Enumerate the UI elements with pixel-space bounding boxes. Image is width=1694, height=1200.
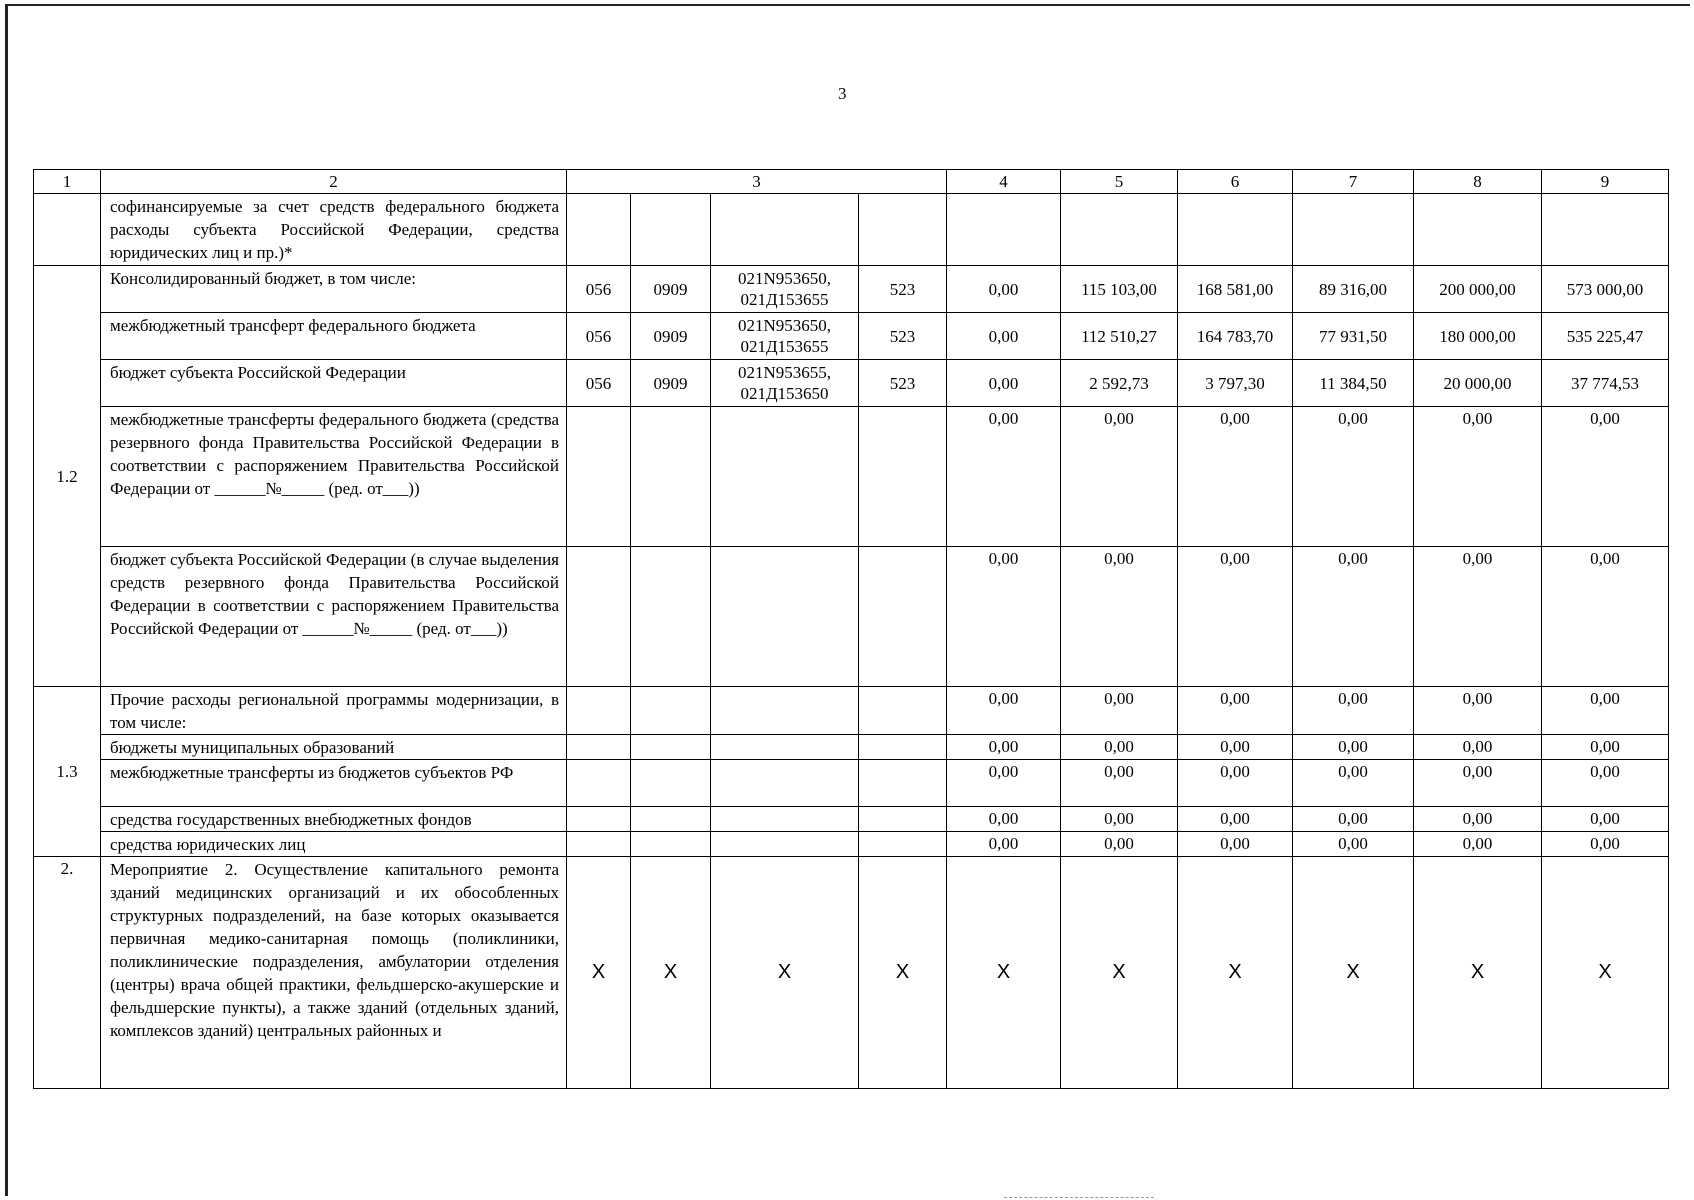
value-cell: 0,00 bbox=[1061, 760, 1178, 807]
value-cell: 0,00 bbox=[947, 735, 1061, 760]
table-row bbox=[34, 194, 1669, 266]
value-cell: 0,00 bbox=[947, 832, 1061, 857]
value-cell: 0,00 bbox=[1414, 832, 1542, 857]
value-cell: 0,00 bbox=[1542, 735, 1669, 760]
row-label: 1.3 bbox=[34, 687, 101, 857]
code-cell: 523 bbox=[859, 360, 947, 407]
table-row bbox=[34, 735, 1669, 760]
value-cell: 200 000,00 bbox=[1414, 266, 1542, 313]
page-number: 3 bbox=[838, 84, 847, 103]
code-cell: 056 bbox=[567, 313, 631, 360]
column-number: 1 bbox=[34, 170, 101, 194]
value-cell: 0,00 bbox=[1061, 832, 1178, 857]
value-cell: 0,00 bbox=[1178, 547, 1293, 687]
scan-artifact bbox=[1004, 1197, 1154, 1199]
row-description: Прочие расходы региональной программы модернизации, в том числе: bbox=[101, 687, 567, 735]
value-cell: 164 783,70 bbox=[1178, 313, 1293, 360]
x-mark: X bbox=[1061, 857, 1178, 1089]
value-cell: 0,00 bbox=[947, 760, 1061, 807]
value-cell: 3 797,30 bbox=[1178, 360, 1293, 407]
row-description: средства юридических лиц bbox=[101, 832, 567, 857]
value-cell: 0,00 bbox=[1293, 687, 1414, 735]
table-row bbox=[34, 266, 1669, 313]
value-cell: 0,00 bbox=[947, 266, 1061, 313]
value-cell: 0,00 bbox=[1542, 832, 1669, 857]
table-row bbox=[34, 360, 1669, 407]
value-cell: 0,00 bbox=[1414, 735, 1542, 760]
code-cell: 523 bbox=[859, 266, 947, 313]
value-cell: 0,00 bbox=[1178, 687, 1293, 735]
table-row bbox=[34, 807, 1669, 832]
value-cell: 0,00 bbox=[1414, 687, 1542, 735]
row-description: средства государственных внебюджетных фондов bbox=[101, 807, 567, 832]
code-cell: 0909 bbox=[631, 313, 711, 360]
value-cell: 0,00 bbox=[1293, 832, 1414, 857]
table-row bbox=[34, 407, 1669, 547]
code-cell: 021N953650, 021Д153655 bbox=[711, 266, 859, 313]
value-cell: 0,00 bbox=[947, 687, 1061, 735]
row-description: бюджет субъекта Российской Федерации (в случае выделения средств резервного фонда Правительства Российской Федерации в соответствии с распоряжением Правительства Российской Федерации от ______№_____ (ред. от___)) bbox=[101, 547, 567, 687]
column-number: 4 bbox=[947, 170, 1061, 194]
row-label: 2. bbox=[34, 857, 101, 1089]
value-cell: 168 581,00 bbox=[1178, 266, 1293, 313]
value-cell: 0,00 bbox=[947, 547, 1061, 687]
code-cell: 021N953650, 021Д153655 bbox=[711, 313, 859, 360]
x-mark: X bbox=[711, 857, 859, 1089]
x-mark: X bbox=[631, 857, 711, 1089]
value-cell: 0,00 bbox=[1414, 760, 1542, 807]
code-cell: 523 bbox=[859, 313, 947, 360]
column-number: 7 bbox=[1293, 170, 1414, 194]
value-cell: 0,00 bbox=[1542, 547, 1669, 687]
value-cell: 0,00 bbox=[1061, 735, 1178, 760]
x-mark: X bbox=[1542, 857, 1669, 1089]
value-cell: 0,00 bbox=[1542, 760, 1669, 807]
value-cell: 20 000,00 bbox=[1414, 360, 1542, 407]
value-cell: 0,00 bbox=[1178, 735, 1293, 760]
row-description: межбюджетные трансферты федерального бюджета (средства резервного фонда Правительства Российской Федерации в соответствии с распоряжением Правительства Российской Федерации от ______№_____ (ред. от___)) bbox=[101, 407, 567, 547]
code-cell: 0909 bbox=[631, 360, 711, 407]
row-description: межбюджетные трансферты из бюджетов субъектов РФ bbox=[101, 760, 567, 807]
value-cell: 573 000,00 bbox=[1542, 266, 1669, 313]
value-cell: 11 384,50 bbox=[1293, 360, 1414, 407]
page-frame-top bbox=[6, 4, 1690, 6]
value-cell: 180 000,00 bbox=[1414, 313, 1542, 360]
table-row bbox=[34, 760, 1669, 807]
code-cell: 021N953655, 021Д153650 bbox=[711, 360, 859, 407]
value-cell: 0,00 bbox=[1542, 807, 1669, 832]
value-cell: 115 103,00 bbox=[1061, 266, 1178, 313]
column-number: 6 bbox=[1178, 170, 1293, 194]
page-frame-left bbox=[5, 4, 8, 1196]
row-description: Мероприятие 2. Осуществление капитального ремонта зданий медицинских организаций и их обособленных структурных подразделений, на базе которых оказывается первичная медико-санитарная помощь (поликлиники, поликлинические подразделения, амбулатории отделения (центры) врача общей практики, фельдшерско-акушерские и фельдшерские пункты), а также зданий (отдельных зданий, комплексов зданий) центральных районных и bbox=[101, 857, 567, 1089]
value-cell: 0,00 bbox=[1542, 407, 1669, 547]
code-cell: 0909 bbox=[631, 266, 711, 313]
value-cell: 0,00 bbox=[947, 407, 1061, 547]
row-description: межбюджетный трансферт федерального бюджета bbox=[101, 313, 567, 360]
value-cell: 0,00 bbox=[947, 313, 1061, 360]
table-row bbox=[34, 313, 1669, 360]
column-number: 2 bbox=[101, 170, 567, 194]
table-row bbox=[34, 687, 1669, 735]
value-cell: 0,00 bbox=[1061, 547, 1178, 687]
value-cell: 0,00 bbox=[947, 360, 1061, 407]
column-number: 8 bbox=[1414, 170, 1542, 194]
row-description: Консолидированный бюджет, в том числе: bbox=[101, 266, 567, 313]
value-cell: 0,00 bbox=[1414, 407, 1542, 547]
value-cell: 535 225,47 bbox=[1542, 313, 1669, 360]
value-cell: 112 510,27 bbox=[1061, 313, 1178, 360]
value-cell: 0,00 bbox=[1293, 760, 1414, 807]
value-cell: 0,00 bbox=[947, 807, 1061, 832]
column-number: 5 bbox=[1061, 170, 1178, 194]
code-cell: 056 bbox=[567, 360, 631, 407]
value-cell: 0,00 bbox=[1293, 547, 1414, 687]
value-cell: 0,00 bbox=[1178, 807, 1293, 832]
value-cell: 0,00 bbox=[1178, 832, 1293, 857]
row-description: софинансируемые за счет средств федерального бюджета расходы субъекта Российской Федерации, средства юридических лиц и пр.)* bbox=[101, 194, 567, 266]
value-cell: 0,00 bbox=[1414, 807, 1542, 832]
row-description: бюджеты муниципальных образований bbox=[101, 735, 567, 760]
x-mark: X bbox=[567, 857, 631, 1089]
table-header-row bbox=[34, 170, 1669, 194]
value-cell: 0,00 bbox=[1293, 735, 1414, 760]
value-cell: 37 774,53 bbox=[1542, 360, 1669, 407]
value-cell: 0,00 bbox=[1542, 687, 1669, 735]
table-row bbox=[34, 857, 1669, 1089]
column-number: 9 bbox=[1542, 170, 1669, 194]
row-label: 1.2 bbox=[34, 266, 101, 687]
value-cell: 0,00 bbox=[1178, 407, 1293, 547]
budget-table bbox=[33, 169, 1669, 1089]
value-cell: 0,00 bbox=[1293, 407, 1414, 547]
value-cell: 0,00 bbox=[1061, 407, 1178, 547]
value-cell: 77 931,50 bbox=[1293, 313, 1414, 360]
value-cell: 0,00 bbox=[1293, 807, 1414, 832]
table-row bbox=[34, 547, 1669, 687]
value-cell: 2 592,73 bbox=[1061, 360, 1178, 407]
column-number: 3 bbox=[567, 170, 947, 194]
x-mark: X bbox=[1293, 857, 1414, 1089]
value-cell: 0,00 bbox=[1061, 807, 1178, 832]
row-description: бюджет субъекта Российской Федерации bbox=[101, 360, 567, 407]
x-mark: X bbox=[947, 857, 1061, 1089]
x-mark: X bbox=[1414, 857, 1542, 1089]
table-row bbox=[34, 832, 1669, 857]
x-mark: X bbox=[859, 857, 947, 1089]
code-cell: 056 bbox=[567, 266, 631, 313]
value-cell: 0,00 bbox=[1178, 760, 1293, 807]
value-cell: 0,00 bbox=[1414, 547, 1542, 687]
value-cell: 89 316,00 bbox=[1293, 266, 1414, 313]
x-mark: X bbox=[1178, 857, 1293, 1089]
value-cell: 0,00 bbox=[1061, 687, 1178, 735]
